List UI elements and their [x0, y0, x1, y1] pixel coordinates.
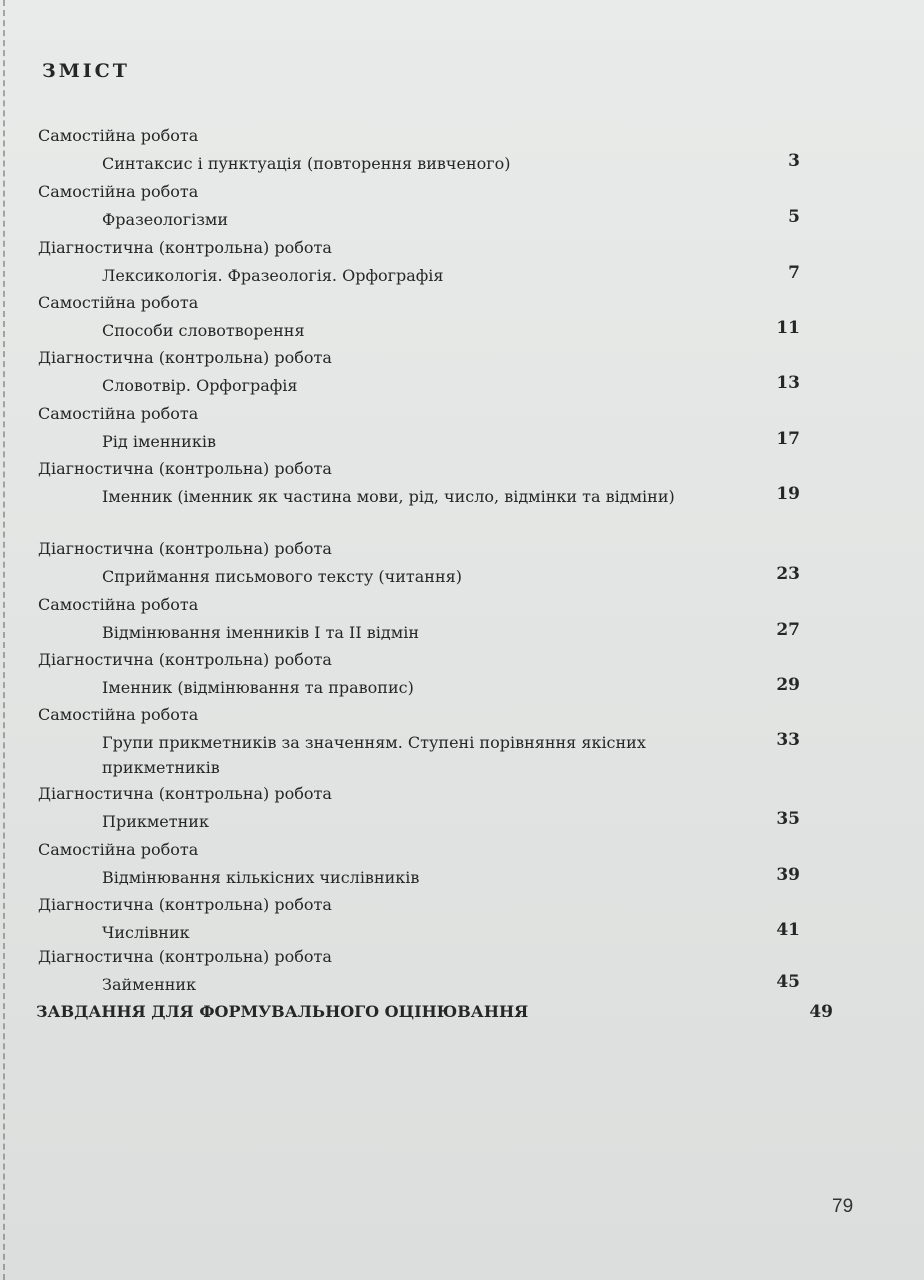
entry-kind: Діагностична (контрольна) робота: [38, 459, 332, 478]
entry-topic: Групи прикметників за значенням. Ступені порівняння якісних прикметників: [102, 733, 646, 777]
entry-kind: Діагностична (контрольна) робота: [38, 895, 332, 914]
final-entry-label: ЗАВДАННЯ ДЛЯ ФОРМУВАЛЬНОГО ОЦІНЮВАННЯ: [36, 1002, 529, 1021]
entry-page: 7: [788, 263, 800, 283]
entry-kind: Діагностична (контрольна) робота: [38, 238, 332, 257]
entry-page: 23: [776, 564, 800, 584]
entry-kind: Діагностична (контрольна) робота: [38, 539, 332, 558]
entry-kind: Самостійна робота: [38, 404, 199, 423]
entry-kind: Самостійна робота: [38, 705, 199, 724]
entry-topic: Іменник (відмінювання та правопис): [102, 678, 414, 697]
page-title: ЗМІСТ: [42, 60, 130, 82]
entry-page: 5: [788, 207, 800, 227]
entry-topic: Відмінювання іменників І та ІІ відмін: [102, 623, 419, 642]
entry-topic: Числівник: [102, 923, 190, 942]
entry-kind: Діагностична (контрольна) робота: [38, 348, 332, 367]
entry-page: 39: [776, 865, 800, 885]
entry-page: 17: [776, 429, 800, 449]
entry-topic: Способи словотворення: [102, 321, 305, 340]
entry-page: 41: [776, 920, 800, 940]
entry-page: 33: [776, 730, 800, 750]
entry-kind: Діагностична (контрольна) робота: [38, 784, 332, 803]
entry-topic: Сприймання письмового тексту (читання): [102, 567, 462, 586]
entry-page: 29: [776, 675, 800, 695]
entry-kind: Самостійна робота: [38, 293, 199, 312]
entry-kind: Самостійна робота: [38, 595, 199, 614]
entry-kind: Діагностична (контрольна) робота: [38, 650, 332, 669]
entry-page: 3: [788, 151, 800, 171]
entry-topic: Відмінювання кількісних числівників: [102, 868, 420, 887]
entry-topic: Рід іменників: [102, 432, 216, 451]
entry-topic: Словотвір. Орфографія: [102, 376, 298, 395]
entry-page: 11: [776, 318, 800, 338]
entry-kind: Самостійна робота: [38, 182, 199, 201]
entry-page: 35: [776, 809, 800, 829]
final-entry-page: 49: [809, 1002, 833, 1022]
entry-kind: Діагностична (контрольна) робота: [38, 947, 332, 966]
cut-line-divider: [3, 0, 5, 1280]
entry-topic: Займенник: [102, 975, 197, 994]
entry-page: 13: [776, 373, 800, 393]
entry-page: 45: [776, 972, 800, 992]
entry-topic: Фразеологізми: [102, 210, 229, 229]
entry-topic: Синтаксис і пунктуація (повторення вивченого): [102, 154, 511, 173]
entry-kind: Самостійна робота: [38, 126, 199, 145]
entry-topic: Іменник (іменник як частина мови, рід, число, відмінки та відміни): [102, 487, 675, 506]
entry-kind: Самостійна робота: [38, 840, 199, 859]
entry-page: 27: [776, 620, 800, 640]
page-number: 79: [832, 1196, 854, 1217]
entry-topic: Прикметник: [102, 812, 209, 831]
entry-topic: Лексикологія. Фразеологія. Орфографія: [102, 266, 444, 285]
entry-page: 19: [776, 484, 800, 504]
